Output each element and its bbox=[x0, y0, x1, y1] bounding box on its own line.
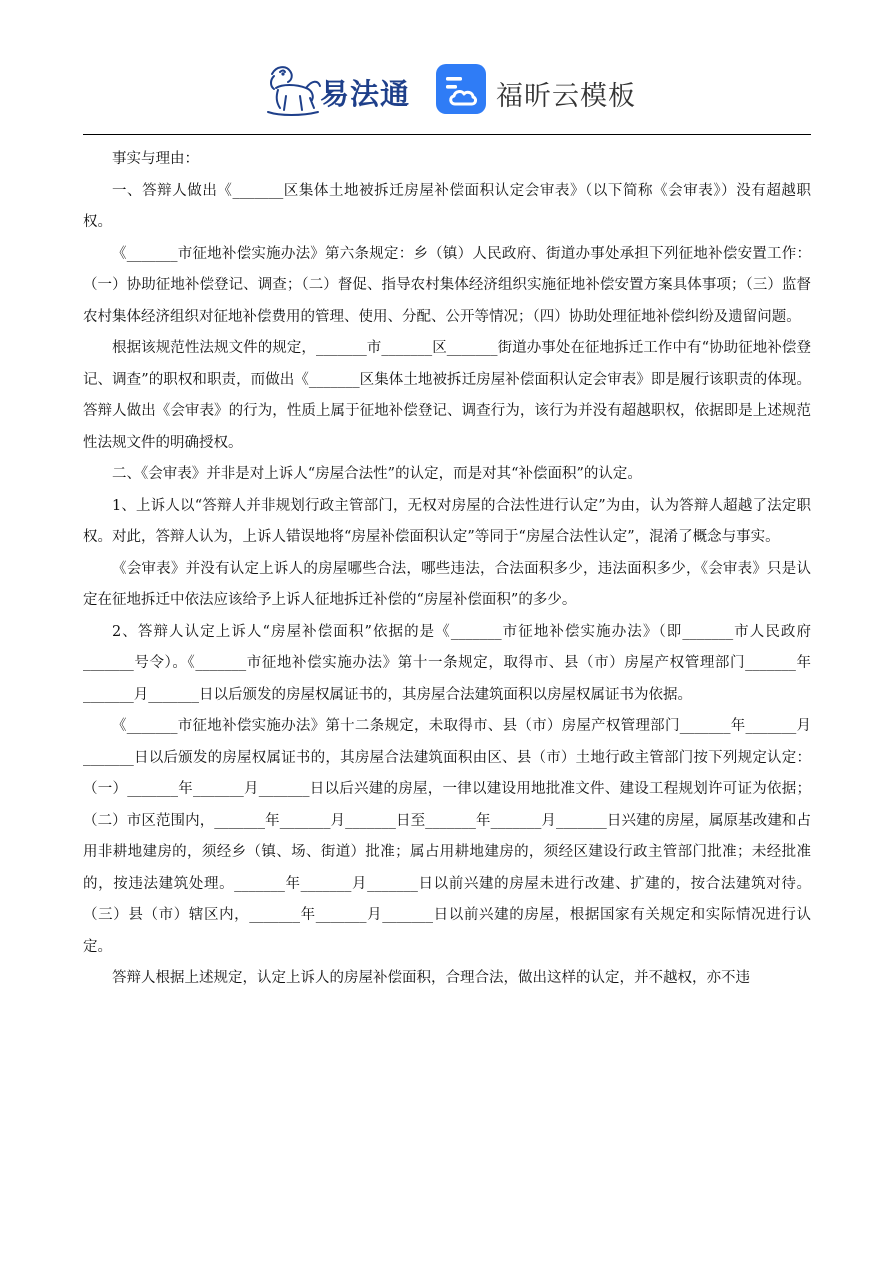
cloud-document-icon bbox=[436, 64, 486, 114]
paragraph-review-table-scope: 《会审表》并没有认定上诉人的房屋哪些合法，哪些违法，合法面积多少，违法面积多少，《会审表》只是认定在征地拆迁中依法应该给予上诉人征地拆迁补偿的“房屋补偿面积”的多少。 bbox=[83, 560, 811, 608]
document-body bbox=[83, 144, 811, 995]
page-header bbox=[0, 58, 893, 122]
paragraph-item-two: 2、答辩人认定上诉人“房屋补偿面积”依据的是《_______市征地补偿实施办法》（即_______市人民政府_______号令）。《_______市征地补偿实施办法》第十一条规定，取得市、县（市）房屋产权管理部门_______年_______月_______日以后颁发的房屋权属证书的，其房屋合法建筑面积以房屋权属证书为依据。 bbox=[83, 623, 811, 703]
paragraph-facts-heading: 事实与理由： bbox=[112, 151, 199, 167]
paragraph-item-one: 1、上诉人以“答辩人并非规划行政主管部门，无权对房屋的合法性进行认定”为由，认为答辩人超越了法定职权。对此，答辩人认为，上诉人错误地将“房屋补偿面积认定”等同于“房屋合法性认定”，混淆了概念与事实。 bbox=[83, 497, 811, 545]
header-divider bbox=[83, 134, 811, 135]
yifatong-logo bbox=[262, 62, 417, 118]
logo1-text: 易法通 bbox=[320, 77, 411, 111]
fuxin-template-logo bbox=[436, 64, 646, 116]
qilin-mascot-icon bbox=[262, 62, 324, 118]
paragraph-point-one: 一、答辩人做出《_______区集体土地被拆迁房屋补偿面积认定会审表》（以下简称《会审表》）没有超越职权。 bbox=[83, 182, 811, 230]
logo2-text: 福昕云模板 bbox=[496, 81, 636, 112]
paragraph-article-twelve: 《_______市征地补偿实施办法》第十二条规定，未取得市、县（市）房屋产权管理部门_______年_______月_______日以后颁发的房屋权属证书的，其房屋合法建筑面积由区、县（市）土地行政主管部门按下列规定认定：（一）_______年_______月_______日以后兴建的房屋，一律以建设用地批准文件、建设工程规划许可证为依据；（二）市区范围内，_______年_______月_______日至_______年_______月_______日兴建的房屋，属原基改建和占用非耕地建房的，须经乡（镇、场、街道）批准；属占用耕地建房的，须经区建设行政主管部门批准；未经批准的，按违法建筑处理。_______年_______月_______日以前兴建的房屋未进行改建、扩建的，按合法建筑对待。（三）县（市）辖区内，_______年_______月_______日以前兴建的房屋，根据国家有关规定和实际情况进行认定。 bbox=[83, 718, 811, 955]
paragraph-conclusion: 答辩人根据上述规定，认定上诉人的房屋补偿面积，合理合法，做出这样的认定，并不越权，亦不违 bbox=[112, 970, 750, 986]
paragraph-article-six: 《_______市征地补偿实施办法》第六条规定：乡（镇）人民政府、街道办事处承担下列征地补偿安置工作：（一）协助征地补偿登记、调查；（二）督促、指导农村集体经济组织实施征地补偿安置方案具体事项；（三）监督农村集体经济组织对征地补偿费用的管理、使用、分配、公开等情况；（四）协助处理征地补偿纠纷及遗留问题。 bbox=[83, 245, 811, 325]
paragraph-authority-basis: 根据该规范性法规文件的规定，_______市_______区_______街道办事处在征地拆迁工作中有“协助征地补偿登记、调查”的职权和职责，而做出《_______区集体土地被拆迁房屋补偿面积认定会审表》即是履行该职责的体现。答辩人做出《会审表》的行为，性质上属于征地补偿登记、调查行为，该行为并没有超越职权，依据即是上述规范性法规文件的明确授权。 bbox=[83, 340, 811, 451]
paragraph-point-two: 二、《会审表》并非是对上诉人“房屋合法性”的认定，而是对其“补偿面积”的认定。 bbox=[112, 466, 642, 482]
